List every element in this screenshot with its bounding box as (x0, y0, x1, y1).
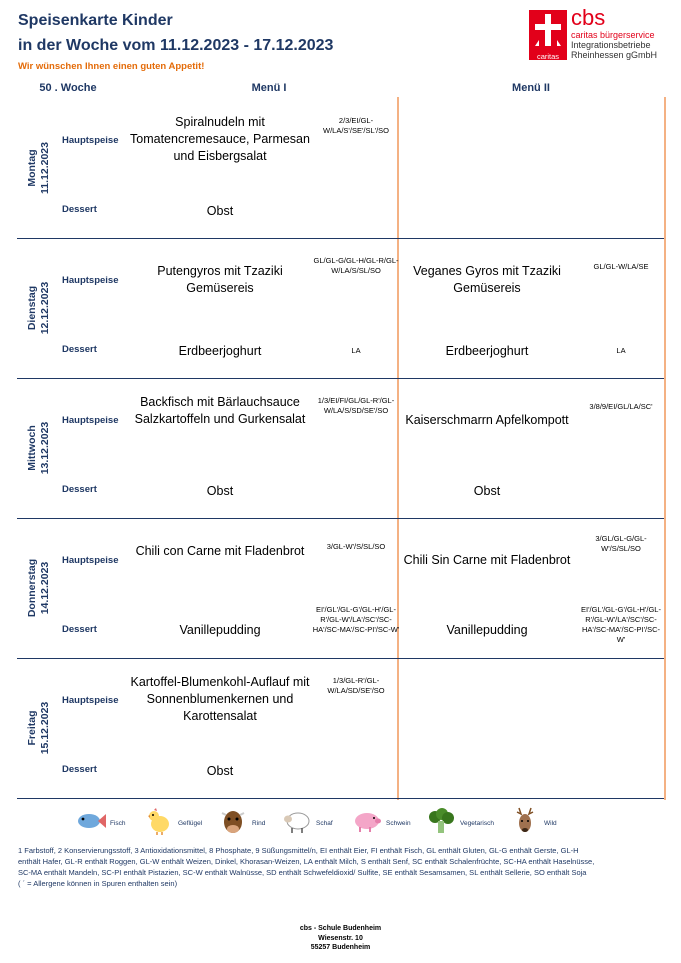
menu1-dessert-allergens: LA (351, 346, 361, 355)
menu2-main-allergens: 3/8/9/EI/GL/LA/SC' (589, 402, 653, 411)
chicken-icon (144, 806, 174, 836)
logo-caritas-text: caritas (536, 52, 560, 61)
menu1-main-dish: Chili con Carne mit Fladenbrot (135, 544, 305, 558)
menu2-dessert-allergens: LA (616, 346, 626, 355)
column-divider-right (664, 97, 666, 800)
pig-icon (352, 806, 382, 836)
day-label (17, 518, 61, 658)
menu1-main-allergens: 3/GL-W'/S/SL/SO (326, 542, 386, 551)
menu1-dessert: Obst (206, 764, 234, 778)
dessert-label: Dessert (62, 204, 97, 215)
menu1-dessert: Vanillepudding (179, 623, 261, 637)
main-course-label: Hauptspeise (62, 695, 119, 706)
menu2-main-allergens: 3/GL/GL-G/GL-W'/S/SL/SO (595, 534, 647, 553)
day-row-montag (17, 98, 664, 238)
allergen-line-4: ( ´ = Allergene können in Spuren enthalten sein) (18, 879, 178, 888)
dessert-label: Dessert (62, 764, 97, 775)
menu1-header: Menü I (251, 82, 287, 94)
day-date: 15.12.2023 (39, 701, 51, 755)
menu1-main-dish: Spiralnudeln mit Tomatencremesauce, Parmesan und Eisbergsalat (130, 115, 310, 163)
day-date: 13.12.2023 (39, 421, 51, 475)
logo-line-1: caritas bürgerservice (571, 30, 655, 40)
day-label (17, 98, 61, 238)
day-name: Donnerstag (26, 558, 38, 618)
day-row-freitag (17, 658, 664, 798)
table-bottom-rule (17, 798, 664, 799)
menu2-header: Menü II (512, 82, 550, 94)
legend-label: Geflügel (178, 820, 203, 827)
main-course-label: Hauptspeise (62, 275, 119, 286)
menu2-main-dish: Kaiserschmarrn Apfelkompott (405, 413, 569, 427)
menu1-main-allergens: 1/3/GL-R'/GL-W/LA/SD/SE'/SO (327, 676, 385, 695)
menu1-dessert: Obst (206, 484, 234, 498)
menu1-dessert: Erdbeerjoghurt (178, 344, 262, 358)
legend-label: Schaf (316, 820, 333, 827)
sheep-icon (282, 806, 312, 836)
allergen-line-3: SC-MA enthält Mandeln, SC-PI enthält Pistazien, SC-W enthält Walnüsse, SD enthält Schwefeldioxid/ Sulfite, SE enthält Sesamsamen, SL enthält Sellerie, SO enthält Soja (18, 868, 587, 877)
allergen-line-2: enthält Hafer, GL-R enthält Roggen, GL-W enthält Weizen, Dinkel, Khorasan-Weizen, LA enthält Milch, S enthält Senf, SC enthält Schalenfrüchte, SC-HA enthält Haselnüsse, (18, 857, 595, 866)
day-row-donnerstag (17, 518, 664, 658)
day-label (17, 378, 61, 518)
page-title: Speisenkarte Kinder (18, 12, 173, 29)
menu1-main-allergens: GL/GL-G/GL-H/GL-R/GL-W/LA/S/SL/SO (313, 256, 399, 275)
dessert-label: Dessert (62, 624, 97, 635)
dessert-label: Dessert (62, 484, 97, 495)
cbs-logo (529, 5, 669, 68)
menu2-dessert: Erdbeerjoghurt (445, 344, 529, 358)
day-date: 14.12.2023 (39, 561, 51, 615)
deer-icon (510, 806, 540, 836)
legend-label: Rind (252, 820, 266, 827)
footer-city: 55257 Budenheim (310, 944, 371, 951)
legend-label: Schwein (386, 820, 411, 827)
menu2-dessert-allergens: EI'/GL'/GL-G'/GL-H'/GL-R'/GL-W'/LA'/SC'/SC-HA'/SC-MA'/SC-PI'/SC-W' (581, 605, 661, 644)
menu1-dessert: Obst (206, 204, 234, 218)
menu2-dessert: Vanillepudding (446, 623, 528, 637)
menu1-main-dish: Putengyros mit Tzaziki Gemüsereis (157, 264, 283, 295)
menu1-main-allergens: 2/3/EI/GL-W/LA/S'/SE'/SL'/SO (323, 116, 389, 135)
broccoli-icon (426, 806, 456, 836)
logo-line-2: Integrationsbetriebe (571, 40, 651, 50)
day-name: Mittwoch (26, 425, 38, 471)
day-name: Dienstag (26, 285, 38, 331)
menu2-dessert: Obst (473, 484, 501, 498)
day-date: 11.12.2023 (39, 142, 51, 194)
week-number-header: 50 . Woche (39, 82, 97, 94)
day-name: Montag (26, 149, 38, 187)
dessert-label: Dessert (62, 344, 97, 355)
day-label (17, 658, 61, 798)
menu2-main-dish: Chili Sin Carne mit Fladenbrot (403, 553, 571, 567)
main-course-label: Hauptspeise (62, 555, 119, 566)
day-name: Freitag (26, 710, 38, 746)
legend-label: Fisch (110, 820, 126, 827)
menu2-main-dish: Veganes Gyros mit Tzaziki Gemüsereis (413, 264, 561, 295)
allergen-line-1: 1 Farbstoff, 2 Konservierungsstoff, 3 Antioxidationsmittel, 8 Phosphate, 9 Süßungsmittel/n, EI enthält Eier, FI enthält Fisch, GL enthält Gluten, GL-G enthält Gerste, GL-H (18, 846, 579, 855)
day-row-mittwoch (17, 378, 664, 518)
footer-street: Wiesenstr. 10 (318, 934, 363, 942)
cow-icon (218, 806, 248, 836)
day-date: 12.12.2023 (39, 281, 51, 335)
week-range-title: in der Woche vom 11.12.2023 - 17.12.2023 (18, 37, 334, 54)
menu2-main-allergens: GL/GL-W/LA/SE (593, 262, 649, 271)
page-footer (0, 924, 681, 953)
menu1-main-dish: Kartoffel-Blumenkohl-Auflauf mit Sonnenblumenkernen und Karottensalat (130, 675, 310, 723)
menu1-main-dish: Backfisch mit Bärlauchsauce Salzkartoffeln und Gurkensalat (134, 395, 306, 426)
logo-cbs-text: cbs (571, 5, 606, 30)
menu1-dessert-allergens: EI'/GL'/GL-G'/GL-H'/GL-R'/GL-W'/LA'/SC'/SC-HA'/SC-MA'/SC-PI'/SC-W' (312, 605, 400, 634)
allergen-legend (18, 845, 668, 889)
day-row-dienstag (17, 238, 664, 378)
legend-label: Wild (544, 820, 557, 827)
fish-icon (76, 806, 106, 836)
main-course-label: Hauptspeise (62, 415, 119, 426)
day-label (17, 238, 61, 378)
logo-line-3: Rheinhessen gGmbH (571, 50, 658, 60)
menu1-main-allergens: 1/3/EI/FI/GL/GL-R'/GL-W/LA/S/SD/SE'/SO (317, 396, 395, 415)
greeting-subtitle: Wir wünschen Ihnen einen guten Appetit! (18, 61, 205, 72)
food-type-legend (70, 806, 590, 842)
footer-school: cbs - Schule Budenheim (299, 925, 382, 932)
legend-label: Vegetarisch (460, 820, 494, 827)
main-course-label: Hauptspeise (62, 135, 119, 146)
